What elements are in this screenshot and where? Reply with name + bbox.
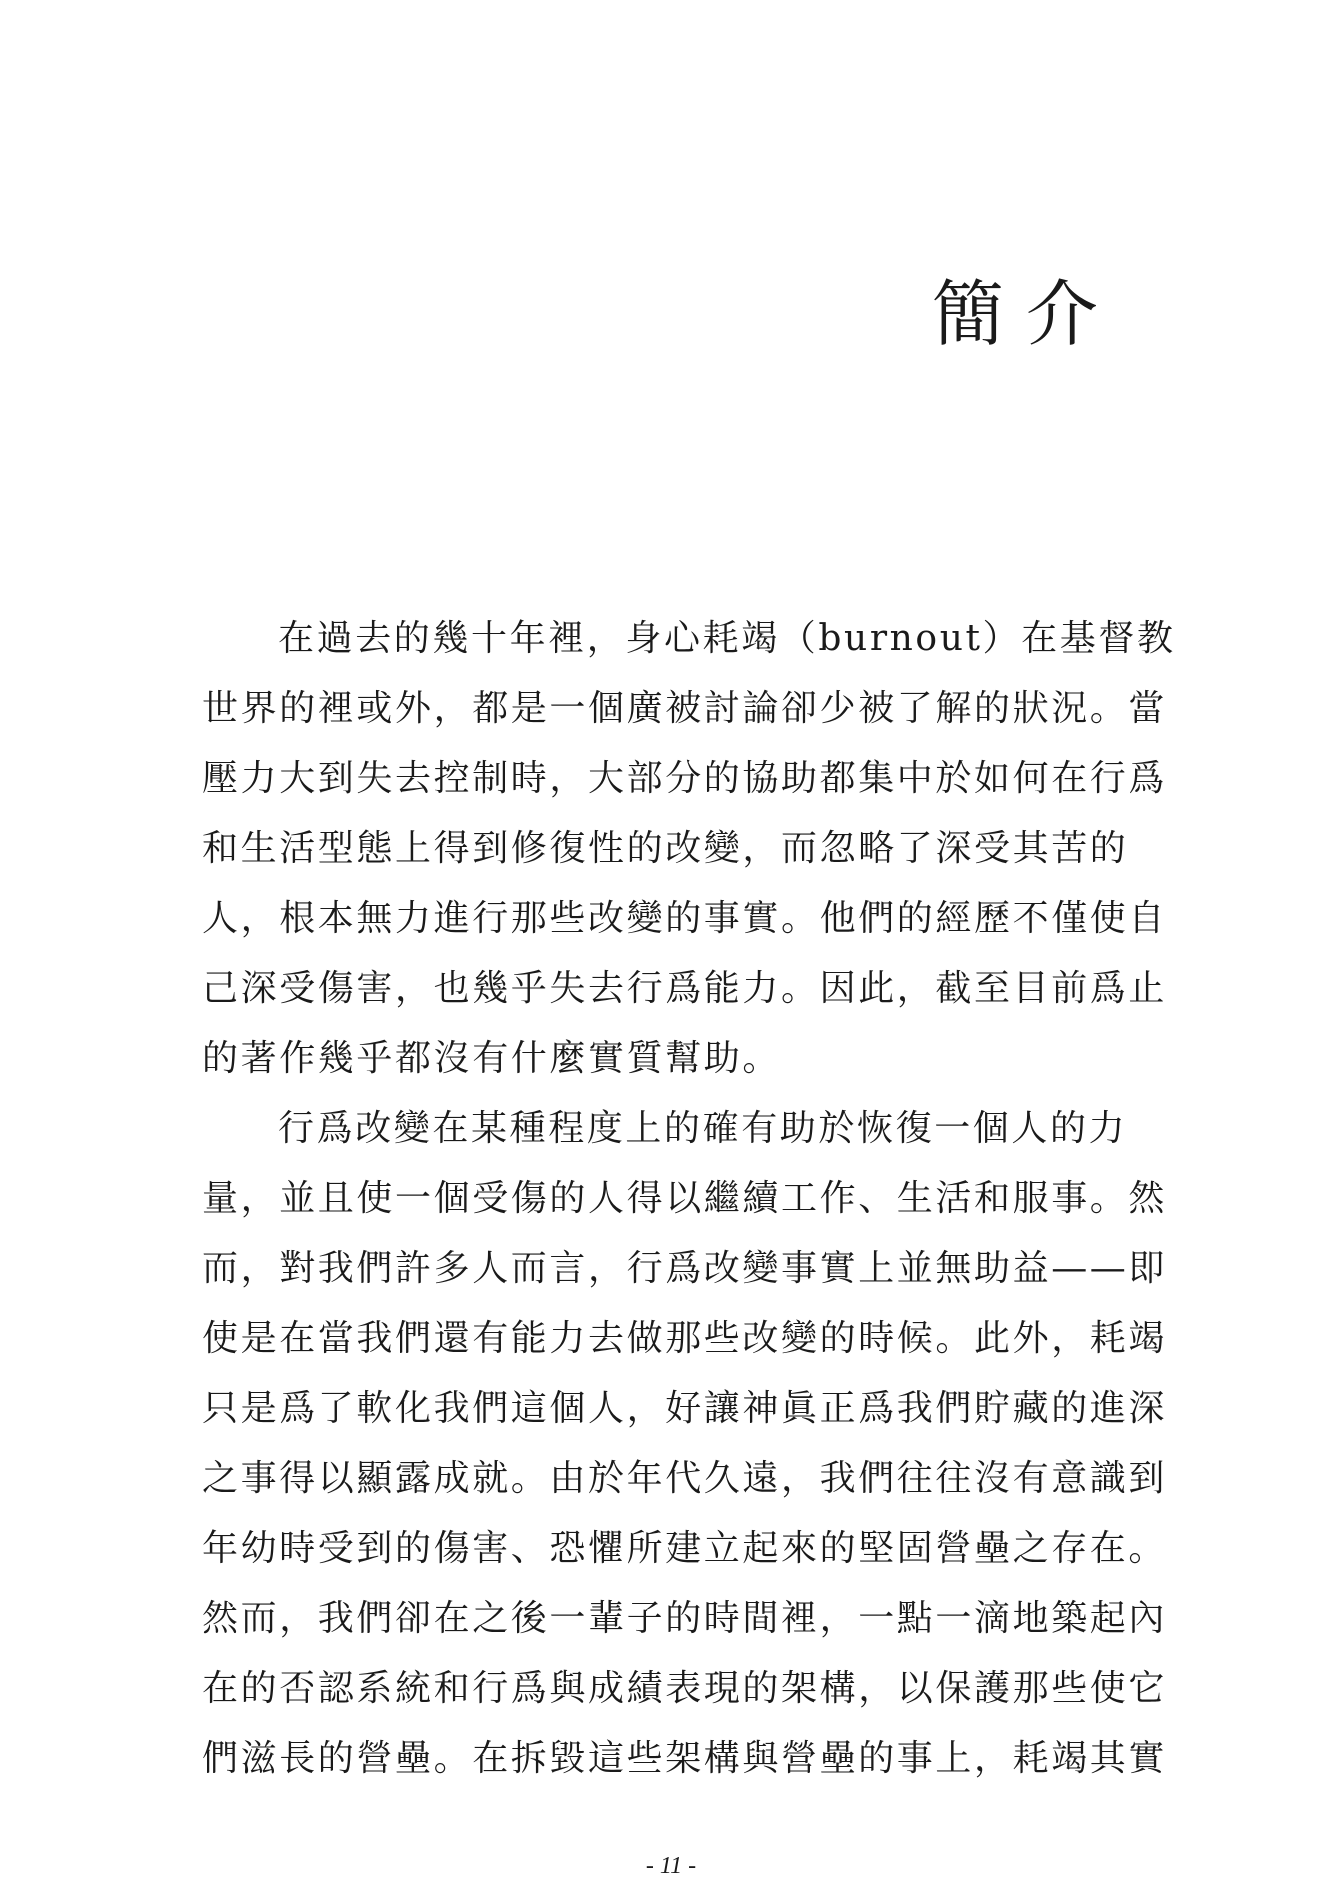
page-number: - 11 - [645, 1853, 697, 1879]
chapter-title: 簡介 [931, 272, 1120, 356]
paragraph-1-line-6: 己深受傷害，也幾乎失去行爲能力。因此，截至目前爲止 [202, 968, 1168, 1009]
paragraph-1-line-4: 和生活型態上得到修復性的改變，而忽略了深受其苦的 [202, 828, 1129, 869]
paragraph-1-line-2: 世界的裡或外，都是一個廣被討論卻少被了解的狀況。當 [202, 688, 1168, 729]
paragraph-2-line-7: 年幼時受到的傷害、恐懼所建立起來的堅固營壘之存在。 [202, 1528, 1168, 1569]
paragraph-1-line-5: 人，根本無力進行那些改變的事實。他們的經歷不僅使自 [202, 898, 1168, 939]
paragraph-2-line-9: 在的否認系統和行爲與成績表現的架構，以保護那些使它 [202, 1668, 1168, 1709]
paragraph-2-line-2: 量，並且使一個受傷的人得以繼續工作、生活和服事。然 [202, 1178, 1168, 1219]
paragraph-2-line-5: 只是爲了軟化我們這個人，好讓神眞正爲我們貯藏的進深 [202, 1388, 1168, 1429]
paragraph-2-line-1: 行爲改變在某種程度上的確有助於恢復一個人的力 [278, 1108, 1128, 1149]
paragraph-2-line-3: 而，對我們許多人而言，行爲改變事實上並無助益——即 [202, 1248, 1168, 1289]
paragraph-2-line-10: 們滋長的營壘。在拆毀這些架構與營壘的事上，耗竭其實 [202, 1738, 1168, 1779]
paragraph-2-line-8: 然而，我們卻在之後一輩子的時間裡，一點一滴地築起內 [202, 1598, 1168, 1639]
paragraph-1-line-3: 壓力大到失去控制時，大部分的協助都集中於如何在行爲 [202, 758, 1168, 799]
paragraph-2-line-6: 之事得以顯露成就。由於年代久遠，我們往往沒有意識到 [202, 1458, 1168, 1499]
body-text [202, 604, 1176, 1794]
paragraph-1-line-1: 在過去的幾十年裡，身心耗竭（burnout）在基督教 [278, 618, 1176, 659]
paragraph-2-line-4: 使是在當我們還有能力去做那些改變的時候。此外，耗竭 [202, 1318, 1168, 1359]
paragraph-1-line-7: 的著作幾乎都沒有什麼實質幫助。 [202, 1038, 782, 1079]
